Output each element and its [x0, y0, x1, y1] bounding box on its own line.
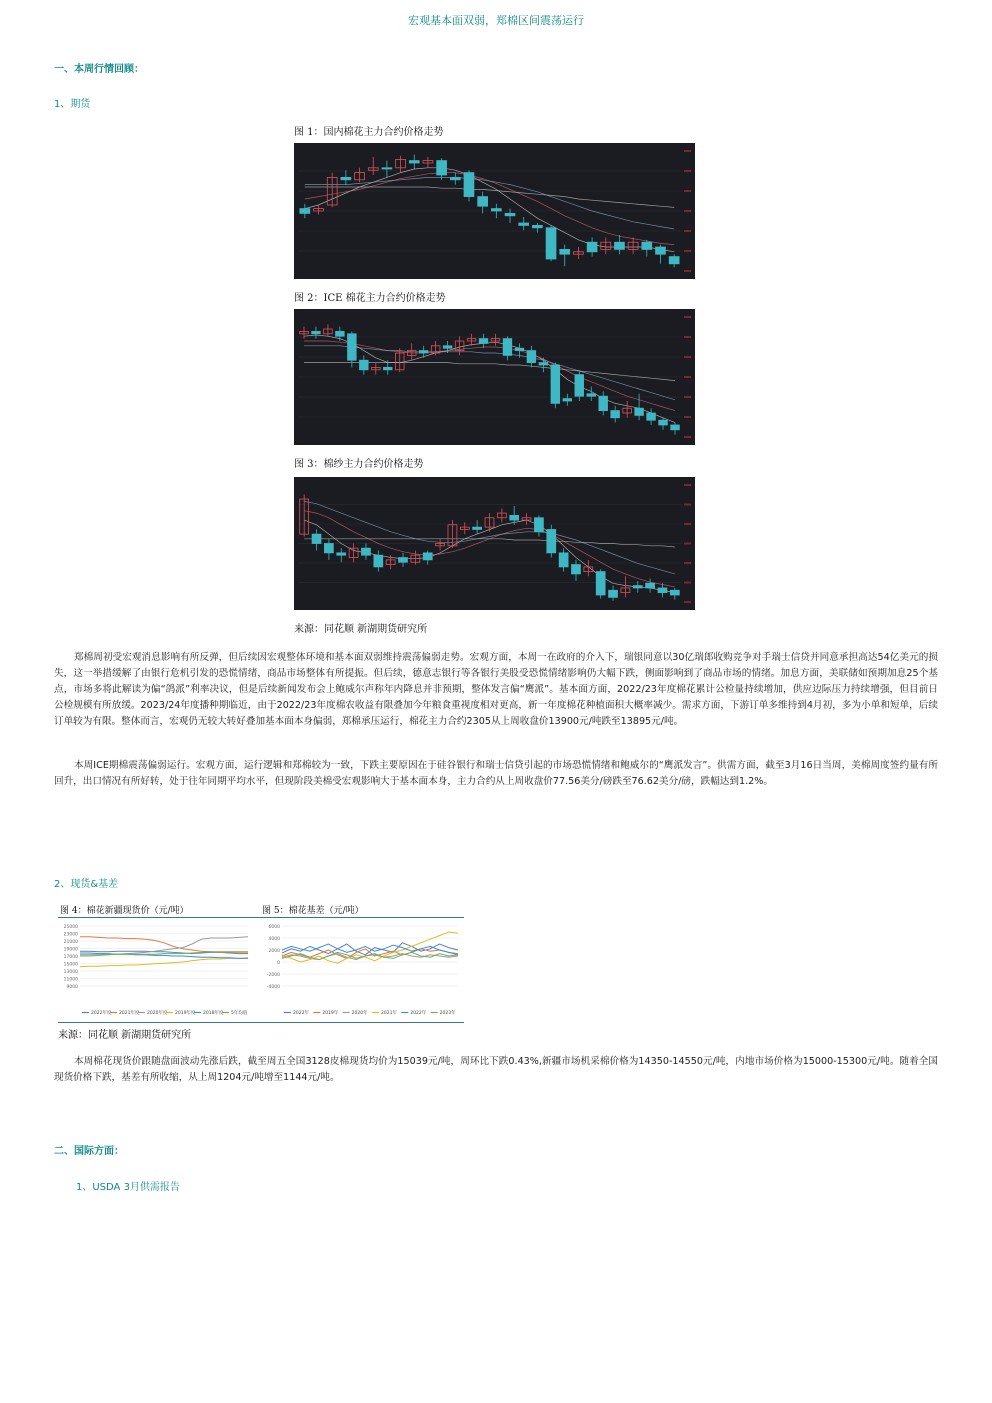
- legend-label: 2020年: [351, 1011, 368, 1016]
- moving-average-line: [305, 168, 674, 252]
- candle-body: [464, 173, 474, 197]
- candle-body: [647, 413, 656, 420]
- legend-label: 2023年: [439, 1011, 456, 1016]
- y-tick-label: 9000: [66, 985, 78, 990]
- axis-tick: [684, 396, 691, 398]
- y-tick-label: 2000: [268, 949, 280, 954]
- y-tick-label: -4000: [266, 985, 280, 990]
- y-tick-label: 6000: [268, 925, 280, 930]
- candle-body: [671, 425, 680, 430]
- candle-body: [423, 553, 432, 560]
- candlestick-svg-3: [294, 477, 695, 610]
- y-tick-label: 11000: [63, 977, 78, 983]
- axis-tick: [684, 504, 691, 506]
- figure-caption-2: 图 2：ICE 棉花主力合约价格走势: [294, 293, 446, 304]
- candle-body: [646, 583, 655, 588]
- legend-label: 2019年度: [175, 1011, 196, 1016]
- subheading-spot-basis: 2、现货&基差: [54, 879, 119, 890]
- section-heading-international: 二、国际方面：: [54, 1146, 124, 1157]
- candlestick-chart-2: [294, 309, 695, 445]
- candle-body: [312, 534, 321, 543]
- candle-body: [473, 527, 482, 529]
- candle-body: [551, 365, 560, 403]
- legend-label: 5年均值: [231, 1011, 248, 1016]
- figure-top-rule: [58, 917, 464, 918]
- legend-label: 2019年: [322, 1011, 339, 1016]
- candle-body: [575, 375, 584, 397]
- figure-caption-3: 图 3：棉纱主力合约价格走势: [294, 459, 424, 470]
- axis-tick: [684, 190, 691, 192]
- figure-source-2: 来源：同花顺 新湖期货研究所: [58, 1030, 192, 1041]
- candle-body: [450, 177, 460, 179]
- axis-tick: [684, 436, 691, 438]
- y-tick-label: -2000: [266, 973, 280, 978]
- candle-body: [337, 553, 346, 555]
- series-line: [80, 958, 248, 967]
- candlestick-svg-2: [294, 309, 695, 445]
- axis-tick: [684, 170, 691, 172]
- axis-tick: [684, 250, 691, 252]
- candle-body: [539, 363, 548, 365]
- candle-body: [437, 161, 447, 175]
- candle-body: [534, 518, 543, 532]
- candle-body: [658, 588, 667, 593]
- legend-label: 2022年: [410, 1011, 427, 1016]
- candle-body: [527, 351, 536, 363]
- candle-body: [360, 360, 369, 370]
- moving-average-line: [304, 539, 675, 547]
- candle-body: [563, 399, 572, 401]
- y-tick-label: 4000: [268, 937, 280, 942]
- legend-label: 2022年: [293, 1011, 309, 1016]
- candle-body: [515, 348, 524, 350]
- candle-body: [503, 339, 512, 356]
- axis-tick: [684, 230, 691, 232]
- figure-caption-1: 图 1：国内棉花主力合约价格走势: [294, 127, 444, 138]
- legend-label: 2020年度: [147, 1011, 168, 1016]
- candle-body: [615, 242, 625, 249]
- candle-body: [419, 351, 428, 353]
- figure-caption-4: 图 4：棉花新疆现货价（元/吨）: [60, 906, 189, 916]
- y-tick-label: 17000: [63, 955, 78, 960]
- y-tick-label: 15000: [63, 962, 78, 968]
- candle-body: [510, 515, 519, 520]
- figure-caption-5: 图 5：棉花基差（元/吨）: [262, 906, 364, 916]
- legend-label: 2018年度: [203, 1011, 224, 1016]
- page-title: 宏观基本面双弱，郑棉区间震荡运行: [408, 14, 584, 27]
- candle-body: [656, 247, 666, 254]
- line-chart-basis: [260, 920, 464, 1020]
- candle-body: [659, 420, 668, 425]
- candle-body: [596, 572, 605, 595]
- subheading-futures: 1、期货: [54, 99, 91, 110]
- candle-body: [478, 197, 488, 207]
- axis-tick: [684, 336, 691, 338]
- axis-tick: [684, 210, 691, 212]
- candle-body: [669, 257, 679, 264]
- candle-body: [409, 161, 419, 163]
- moving-average-line: [304, 335, 675, 423]
- candle-body: [560, 249, 570, 254]
- axis-tick: [684, 562, 691, 564]
- candlestick-chart-3: [294, 477, 695, 610]
- candle-body: [505, 213, 515, 215]
- candle-body: [341, 177, 351, 179]
- candle-body: [635, 408, 644, 415]
- candle-body: [559, 553, 568, 567]
- candle-body: [532, 225, 542, 227]
- candle-body: [336, 331, 345, 336]
- candlestick-svg-1: [294, 143, 695, 279]
- section-heading-review: 一、本周行情回顾：: [54, 64, 144, 75]
- candle-body: [547, 529, 556, 552]
- y-tick-label: 13000: [63, 970, 78, 975]
- y-tick-label: 21000: [63, 940, 78, 945]
- candle-body: [399, 558, 408, 563]
- axis-tick: [684, 601, 691, 603]
- series-line: [282, 944, 458, 955]
- legend-label: 2022年度: [91, 1011, 112, 1016]
- candle-body: [519, 223, 529, 225]
- candle-body: [348, 334, 357, 360]
- candle-body: [546, 228, 556, 259]
- candle-body: [670, 590, 679, 595]
- candle-body: [312, 331, 321, 333]
- candle-body: [443, 346, 452, 348]
- y-tick-label: 25000: [63, 925, 78, 930]
- candle-body: [611, 411, 620, 418]
- candle-body: [642, 242, 652, 249]
- line-svg-basis: [260, 920, 464, 1020]
- candle-body: [383, 367, 392, 369]
- candle-body: [324, 544, 333, 553]
- paragraph-zce-cotton: 郑棉周初受宏观消息影响有所反弹，但后续因宏观整体环境和基本面双弱维持震荡偏弱走势。宏观方面，本周一在政府的介入下，瑞银同意以30亿瑞郎收购竞争对手瑞士信贷并同意承担高达54亿美元的损失，这一举措缓解了由银行危机引发的恐慌情绪，商品市场整体有所提振。但后续，德意志银行等各银行美股受恐慌情绪影响仍大幅下跌，侧面影响到了商品市场的情绪。加息方面，美联储如预期加息25个基点，市场多将此解读为偏“鸽派”利率决议，但是后续新闻发布会上鲍威尔声称年内降息并非预期，整体发言偏“鹰派”。基本面方面，2022/23年度棉花累计公检量持续增加，供应边际压力持续增强，但目前日公检规模有所放缓。2023/24年度播种期临近，由于2022/23年度棉农收益有限叠加今年粮食重视度相对更高，新一年度棉花种植面积大概率减少。需求方面，下游订单多维持到4月初，多为小单和短单，后续订单较为有限。整体而言，宏观仍无较大转好叠加基本面本身偏弱，郑棉承压运行，棉花主力合约2305从上周收盘价13900元/吨跌至13895元/吨。: [54, 652, 938, 727]
- candle-body: [572, 565, 581, 574]
- paragraph-ice-cotton: 本周ICE期棉震荡偏弱运行。宏观方面，运行逻辑和郑棉较为一致，下跌主要原因在于硅谷银行和瑞士信贷引起的市场恐慌情绪和鲍威尔的“鹰派发言”。供需方面，截至3月16日当周，美棉周度签约量有所回升，出口情况有所好转，处于往年同期平均水平，但现阶段美棉受宏观影响大于基本面本身，主力合约从上周收盘价77.56美分/磅跌至76.62美分/磅，跌幅达到1.2%。: [54, 760, 938, 787]
- legend-label: 2021年度: [119, 1011, 140, 1016]
- axis-tick: [684, 150, 691, 152]
- axis-tick: [684, 582, 691, 584]
- legend-label: 2021年: [381, 1011, 397, 1016]
- line-chart-spot-price: [58, 920, 254, 1020]
- moving-average-line: [304, 346, 675, 400]
- axis-tick: [684, 356, 691, 358]
- moving-average-line: [305, 187, 674, 207]
- y-tick-label: 19000: [63, 947, 78, 953]
- candle-body: [587, 242, 597, 252]
- candle-body: [587, 394, 596, 396]
- axis-tick: [684, 484, 691, 486]
- candle-body: [300, 209, 310, 214]
- figure-bottom-rule: [58, 1022, 464, 1023]
- paragraph-spot: 本周棉花现货价跟随盘面波动先涨后跌，截至周五全国3128皮棉现货均价为15039元/吨，周环比下跌0.43%,新疆市场机采棉价格为14350-14550元/吨，内地市场价格为15000-15300元/吨。随着全国现货价格下跌，基差有所收缩，从上周1204元/吨增至1144元/吨。: [54, 1056, 938, 1083]
- candle-body: [599, 396, 608, 410]
- candle-body: [382, 168, 392, 169]
- axis-tick: [684, 523, 691, 525]
- candle-body: [374, 555, 383, 567]
- axis-tick: [684, 316, 691, 318]
- y-tick-label: 0: [277, 961, 280, 966]
- axis-tick: [684, 543, 691, 545]
- axis-tick: [684, 376, 691, 378]
- axis-tick: [684, 416, 691, 418]
- axis-tick: [684, 270, 691, 272]
- candle-body: [491, 209, 501, 211]
- candle-body: [479, 339, 488, 344]
- candlestick-chart-1: [294, 143, 695, 279]
- moving-average-line: [304, 341, 675, 411]
- figure-source: 来源：同花顺 新湖期货研究所: [294, 624, 428, 635]
- series-line: [80, 937, 248, 953]
- candle-body: [362, 548, 371, 555]
- moving-average-line: [305, 177, 674, 229]
- subheading-usda: 1、USDA 3月供需报告: [76, 1182, 180, 1193]
- candle-body: [609, 590, 618, 597]
- y-tick-label: 23000: [63, 932, 78, 938]
- candle-body: [633, 586, 642, 588]
- line-svg-spot-price: [58, 920, 254, 1020]
